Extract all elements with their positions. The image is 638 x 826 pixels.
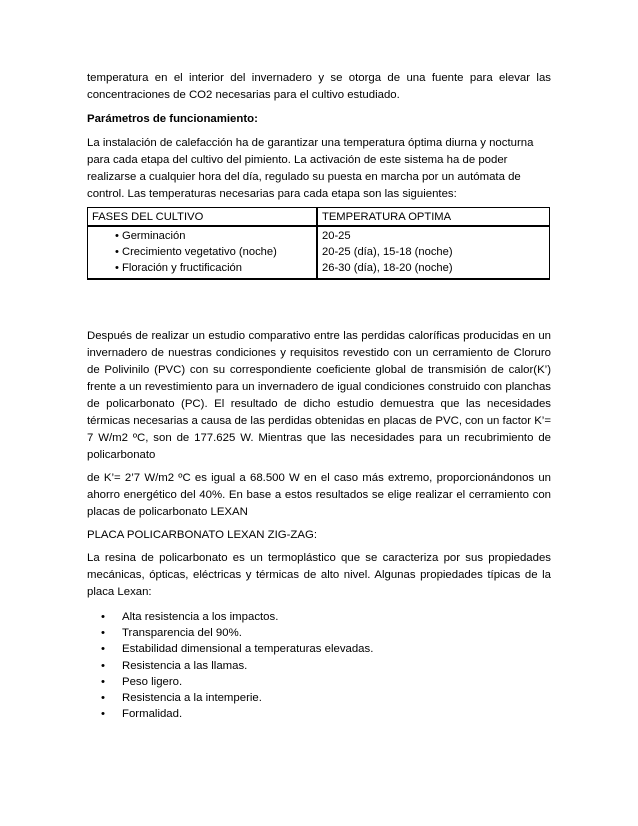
- property-item: • Resistencia a las llamas.: [87, 658, 551, 674]
- temperature-table: [87, 207, 550, 280]
- properties-list: [87, 609, 551, 722]
- intro-paragraph: temperatura en el interior del invernadero y se otorga de una fuente para elevar las concentraciones de CO2 necesarias para el cultivo estudiado.: [87, 72, 551, 101]
- phase-item: • Germinación: [92, 228, 312, 244]
- phase-item: • Floración y fructificación: [92, 260, 312, 276]
- section-heading-parametros: Parámetros de funcionamiento:: [87, 113, 258, 125]
- table-body-row: [88, 226, 550, 279]
- paragraph-resultados: de K’= 2’7 W/m2 ºC es igual a 68.500 W en el caso más extremo, proporcionándonos un ahorro energético del 40%. En base a estos resultados se elige realizar el cerramiento con placas de policarbonato LEXAN: [87, 472, 551, 518]
- phase-item: • Crecimiento vegetativo (noche): [92, 244, 312, 260]
- property-item: • Estabilidad dimensional a temperaturas elevadas.: [87, 641, 551, 657]
- document-page: [87, 70, 551, 722]
- property-item: • Resistencia a la intemperie.: [87, 690, 551, 706]
- property-item: • Peso ligero.: [87, 674, 551, 690]
- property-item: • Alta resistencia a los impactos.: [87, 609, 551, 625]
- phases-list: [92, 228, 312, 276]
- table-header-row: [88, 208, 550, 227]
- temperature-value: 20-25 (día), 15-18 (noche): [322, 246, 453, 258]
- header-temperature: TEMPERATURA OPTIMA: [317, 208, 550, 227]
- section-title-lexan: PLACA POLICARBONATO LEXAN ZIG-ZAG:: [87, 529, 317, 541]
- paragraph-calefaccion: La instalación de calefacción ha de garantizar una temperatura óptima diurna y nocturna para cada etapa del cultivo del pimiento. La activación de este sistema ha de poder realizarse a cualquier hora del día, regulado su puesta en marcha por un autómata de control. Las temperaturas necesarias para cada etapa son las siguientes:: [87, 137, 534, 200]
- property-item: • Transparencia del 90%.: [87, 625, 551, 641]
- header-phases: FASES DEL CULTIVO: [88, 208, 318, 227]
- paragraph-policarbonato: La resina de policarbonato es un termoplástico que se caracteriza por sus propiedades mecánicas, ópticas, eléctricas y térmicas de alto nivel. Algunas propiedades típicas de la placa Lexan:: [87, 552, 551, 598]
- property-item: • Formalidad.: [87, 706, 551, 722]
- phases-cell: [88, 226, 318, 279]
- paragraph-estudio: Después de realizar un estudio comparativo entre las perdidas caloríficas producidas en un invernadero de nuestras condiciones y requisitos revestido con un cerramiento de Cloruro de Polivinilo (PVC) con su correspondiente coeficiente global de transmisión de calor(K’) frente a un revestimiento para un invernadero de igual condiciones construido con planchas de policarbonato (PC). El resultado de dicho estudio demuestra que las necesidades térmicas necesarias a causa de las perdidas obtenidas en placas de PVC, con un factor K’= 7 W/m2 ºC, son de 177.625 W. Mientras que las necesidades para un recubrimiento de policarbonato: [87, 330, 551, 461]
- temperatures-cell: [317, 226, 550, 279]
- temperature-value: 20-25: [322, 230, 351, 242]
- temperature-value: 26-30 (día), 18-20 (noche): [322, 262, 453, 274]
